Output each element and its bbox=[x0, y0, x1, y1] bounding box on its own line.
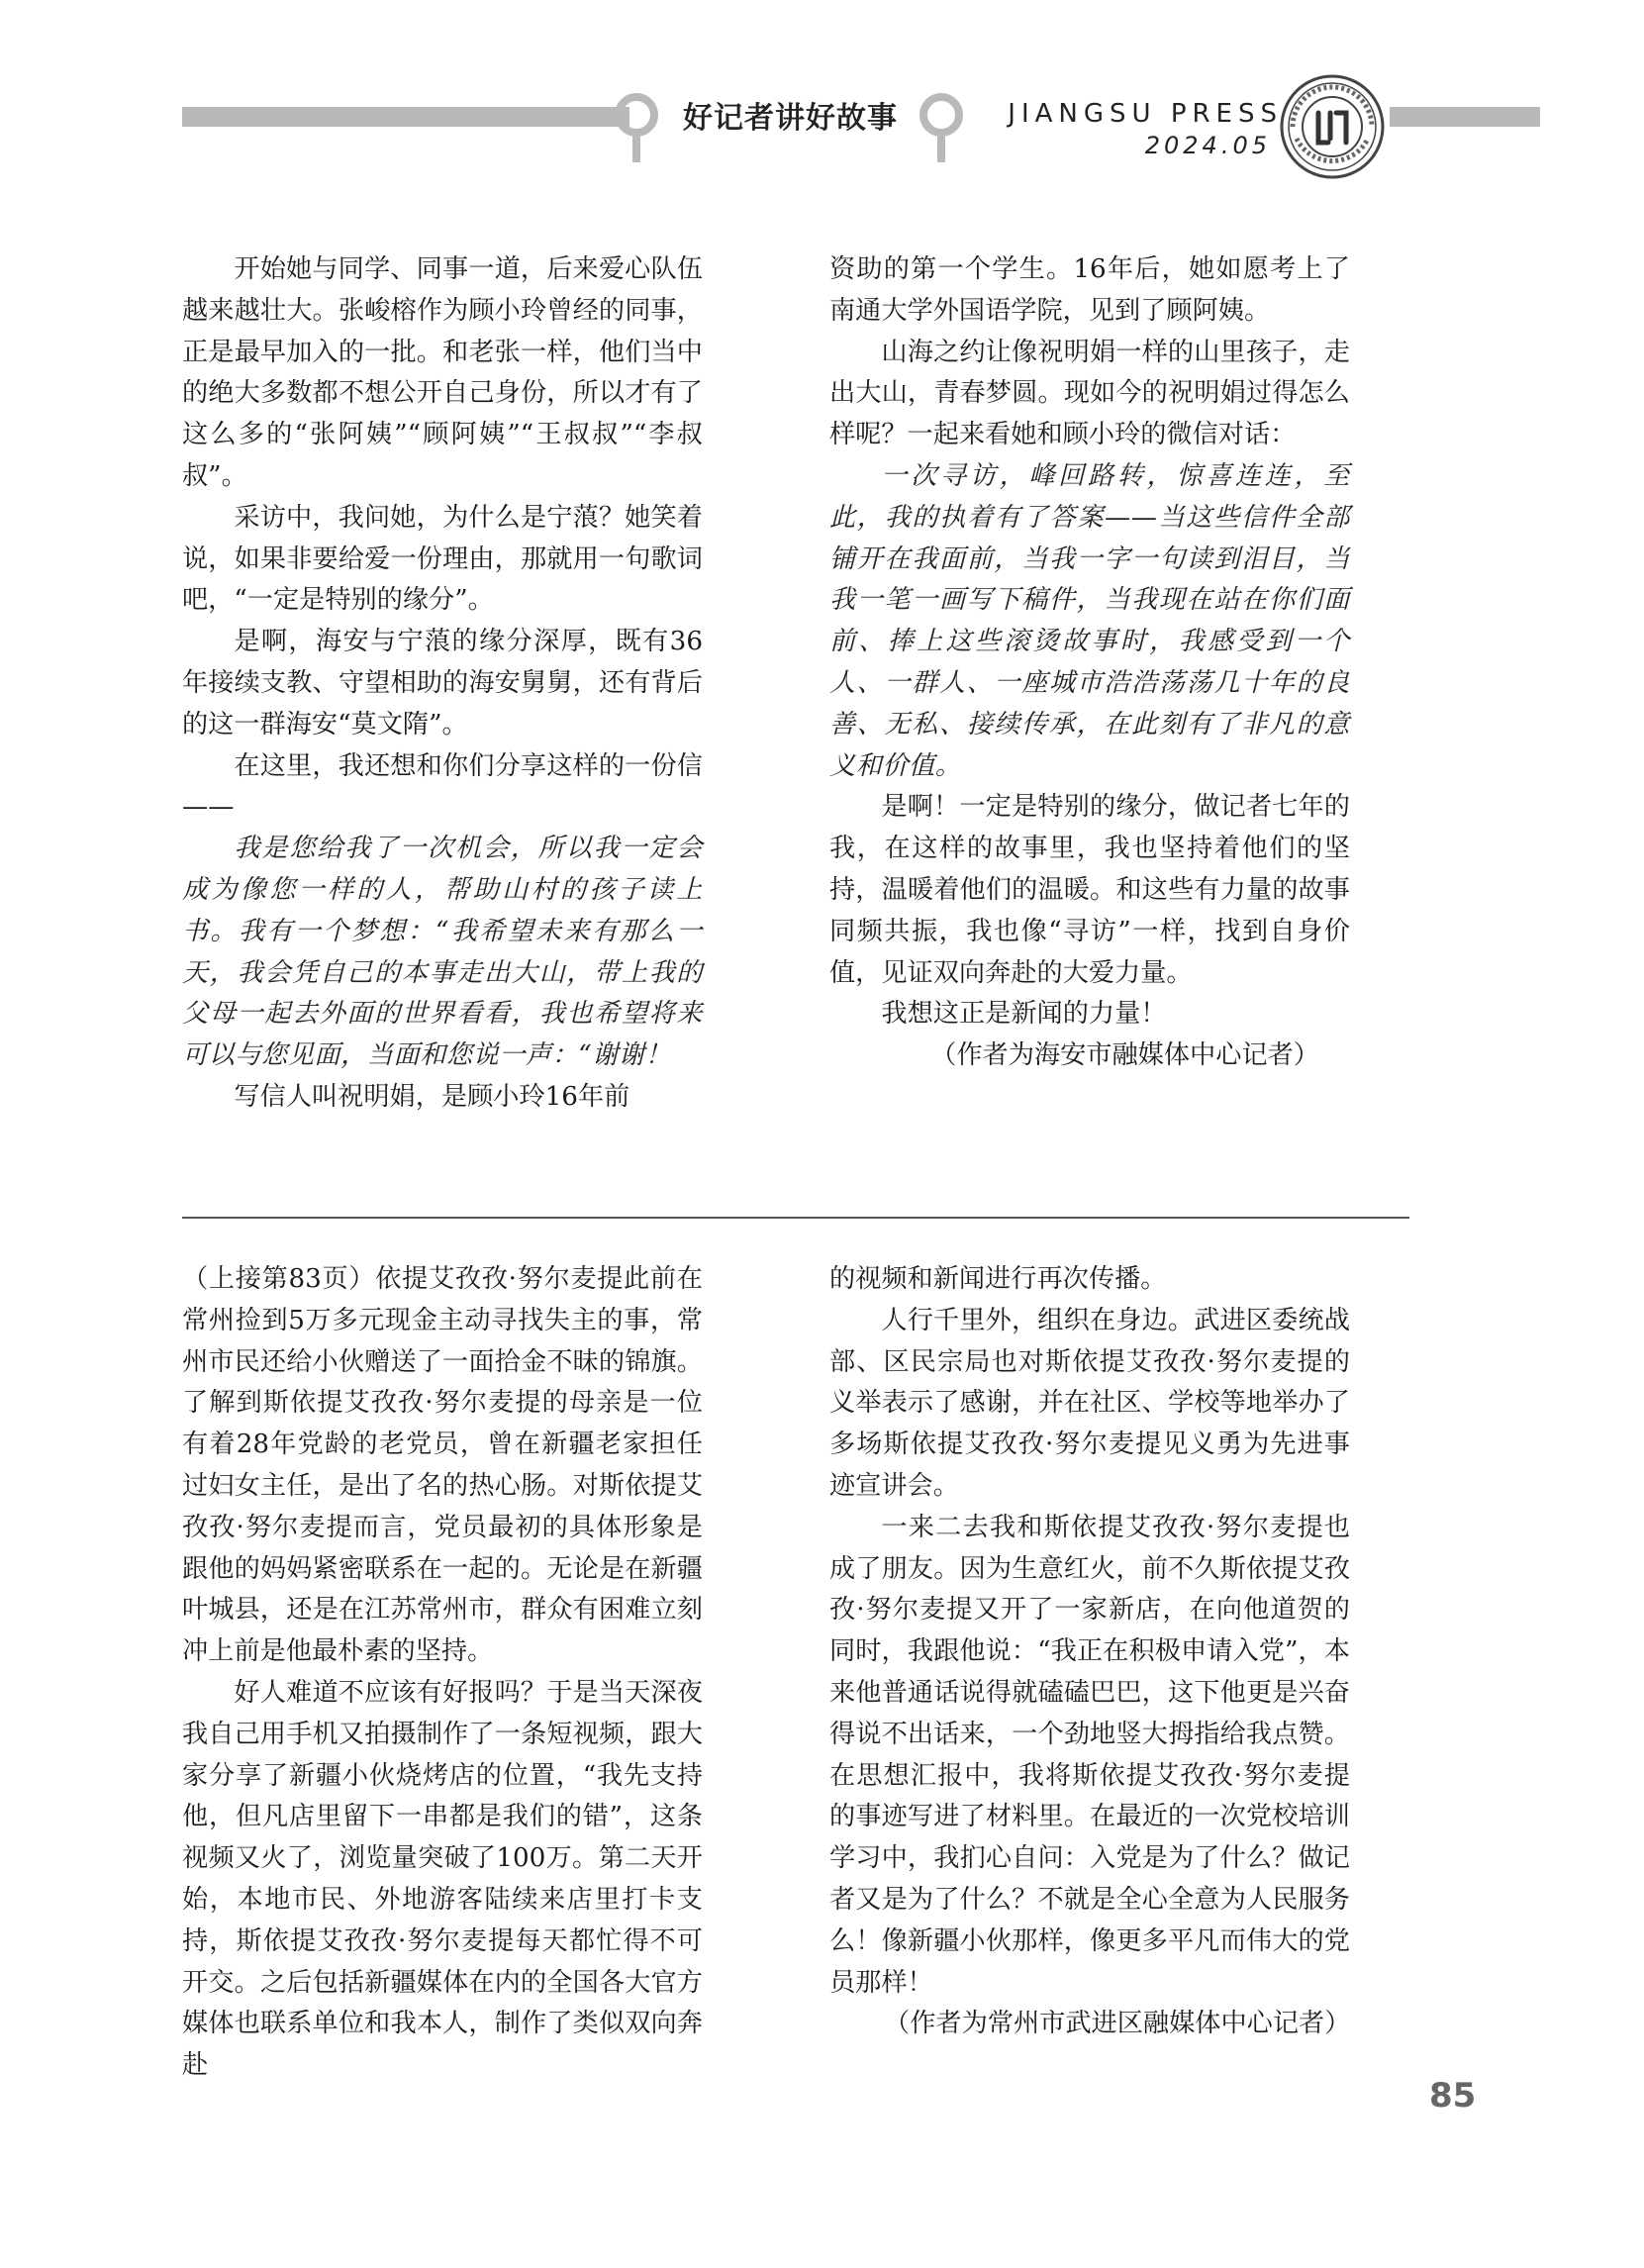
header-rule-right bbox=[1390, 107, 1540, 127]
paragraph: 人行千里外，组织在身边。武进区委统战部、区民宗局也对斯依提艾孜孜·努尔麦提的义举表示了感谢，并在社区、学校等地举办了多场斯依提艾孜孜·努尔麦提见义勇为先进事迹宣讲会。 bbox=[829, 1305, 1350, 1501]
author-note: （作者为海安市融媒体中心记者） bbox=[930, 1040, 1319, 1071]
paragraph: 是啊！一定是特别的缘分，做记者七年的我，在这样的故事里，我也坚持着他们的坚持，温暖着他们的温暖。和这些有力量的故事同频共振，我也像“寻访”一样，找到自身价值，见证双向奔赴的大爱力量。 bbox=[829, 792, 1350, 988]
top-article-right-column bbox=[829, 249, 1350, 1077]
paragraph: 是啊，海安与宁蒗的缘分深厚，既有36年接续支教、守望相助的海安舅舅，还有背后的这一群海安“莫文隋”。 bbox=[182, 627, 703, 740]
bottom-article-left-column bbox=[182, 1259, 703, 2087]
paragraph: 我想这正是新闻的力量！ bbox=[881, 999, 1167, 1030]
paragraph: 写信人叫祝明娟，是顾小玲16年前 bbox=[234, 1081, 630, 1112]
paragraph: （上接第83页）依提艾孜孜·努尔麦提此前在常州捡到5万多元现金主动寻找失主的事，常州市民还给小伙赠送了一面拾金不昧的锦旗。了解到斯依提艾孜孜·努尔麦提的母亲是一位有着28年党龄的老党员，曾在新疆老家担任过妇女主任，是出了名的热心肠。对斯依提艾孜孜·努尔麦提而言，党员最初的具体形象是跟他的妈妈紧密联系在一起的。无论是在新疆叶城县，还是在江苏常州市，群众有困难立刻冲上前是他最朴素的坚持。 bbox=[182, 1264, 703, 1667]
author-note: （作者为常州市武进区融媒体中心记者） bbox=[884, 2009, 1351, 2039]
map-pin-icon bbox=[919, 93, 964, 164]
paragraph: 山海之约让像祝明娟一样的山里孩子，走出大山，青春梦圆。现如今的祝明娟过得怎么样呢？一起来看她和顾小玲的微信对话： bbox=[829, 337, 1350, 450]
quoted-passage: 一次寻访，峰回路转，惊喜连连，至此，我的执着有了答案——当这些信件全部铺开在我面前，当我一字一句读到泪目，当我一笔一画写下稿件，当我现在站在你们面前、捧上这些滚烫故事时，我感受到一个人、一群人、一座城市浩浩荡荡几十年的良善、无私、接续传承，在此刻有了非凡的意义和价值。 bbox=[829, 460, 1350, 781]
association-seal-logo bbox=[1279, 73, 1386, 180]
quoted-letter: 我是您给我了一次机会，所以我一定会成为像您一样的人，帮助山村的孩子读上书。我有一个梦想：“我希望未来有那么一天，我会凭自己的本事走出大山，带上我的父母一起去外面的世界看看，我也希望将来可以与您见面，当面和您说一声：“谢谢！ bbox=[182, 834, 703, 1071]
page-number: 85 bbox=[1429, 2076, 1477, 2116]
header-rule-left bbox=[182, 107, 629, 127]
paragraph: 资助的第一个学生。16年后，她如愿考上了南通大学外国语学院，见到了顾阿姨。 bbox=[829, 254, 1350, 326]
section-title: 好记者讲好故事 bbox=[683, 101, 898, 136]
paragraph: 好人难道不应该有好报吗？于是当天深夜我自己用手机又拍摄制作了一条短视频，跟大家分享了新疆小伙烧烤店的位置，“我先支持他，但凡店里留下一串都是我们的错”，这条视频又火了，浏览量突破了100万。第二天开始，本地市民、外地游客陆续来店里打卡支持，斯依提艾孜孜·努尔麦提每天都忙得不可开交。之后包括新疆媒体在内的全国各大官方媒体也联系单位和我本人，制作了类似双向奔赴 bbox=[182, 1677, 703, 2081]
magazine-name: JIANGSU PRESS bbox=[1008, 99, 1283, 129]
issue-date: 2024.05 bbox=[1144, 132, 1271, 159]
paragraph: 的视频和新闻进行再次传播。 bbox=[829, 1264, 1167, 1294]
map-pin-icon bbox=[614, 93, 659, 164]
article-divider bbox=[182, 1217, 1409, 1219]
paragraph: 采访中，我问她，为什么是宁蒗？她笑着说，如果非要给爱一份理由，那就用一句歌词吧，“一定是特别的缘分”。 bbox=[182, 502, 703, 616]
bottom-article-right-column bbox=[829, 1259, 1350, 2045]
paragraph: 一来二去我和斯依提艾孜孜·努尔麦提也成了朋友。因为生意红火，前不久斯依提艾孜孜·努尔麦提又开了一家新店，在向他道贺的同时，我跟他说：“我正在积极申请入党”，本来他普通话说得就磕磕巴巴，这下他更是兴奋得说不出话来，一个劲地竖大拇指给我点赞。在思想汇报中，我将斯依提艾孜孜·努尔麦提的事迹写进了材料里。在最近的一次党校培训学习中，我扪心自问：入党是为了什么？做记者又是为了什么？不就是全心全意为人民服务么！像新疆小伙那样，像更多平凡而伟大的党员那样！ bbox=[829, 1512, 1350, 1998]
paragraph: 开始她与同学、同事一道，后来爱心队伍越来越壮大。张峻榕作为顾小玲曾经的同事，正是最早加入的一批。和老张一样，他们当中的绝大多数都不想公开自己身份，所以才有了这么多的“张阿姨”“顾阿姨”“王叔叔”“李叔叔”。 bbox=[182, 254, 703, 491]
top-article-left-column bbox=[182, 249, 703, 1119]
paragraph: 在这里，我还想和你们分享这样的一份信—— bbox=[182, 750, 703, 823]
